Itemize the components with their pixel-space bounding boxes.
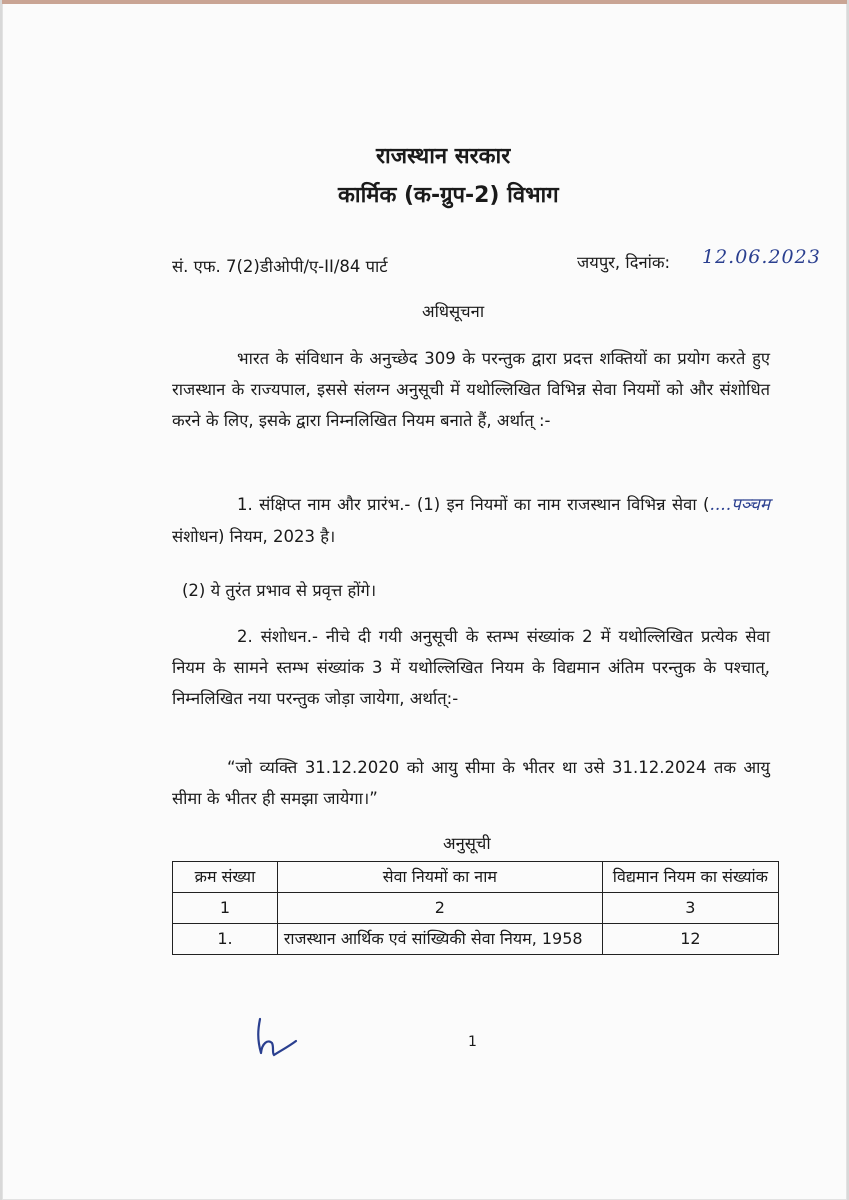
row-service-rule: राजस्थान आर्थिक एवं सांख्यिकी सेवा नियम, 1958 xyxy=(277,924,602,955)
proviso-text: “जो व्यक्ति 31.12.2020 को आयु सीमा के भीतर था उसे 31.12.2024 तक आयु सीमा के भीतर ही समझा जायेगा।” xyxy=(172,758,770,808)
column-number-3: 3 xyxy=(602,893,778,924)
column-number-2: 2 xyxy=(277,893,602,924)
preamble-paragraph: भारत के संविधान के अनुच्छेद 309 के परन्तुक द्वारा प्रदत्त शक्तियों का प्रयोग करते हुए राजस्थान के राज्यपाल, इससे संलग्न अनुसूची में यथोल्लिखित विभिन्न सेवा नियमों को और संशोधित करने के लिए, इसके द्वारा निम्नलिखित नियम बनाते हैं, अर्थात् :- xyxy=(172,349,770,430)
row-rule-number: 12 xyxy=(602,924,778,955)
table-row xyxy=(173,924,779,955)
scan-edge xyxy=(2,0,847,4)
rule1-paragraph xyxy=(172,489,770,552)
row-serial: 1. xyxy=(173,924,278,955)
rule1-text-before: 1. संक्षिप्त नाम और प्रारंभ.- (1) इन नियमों का नाम राजस्थान विभिन्न सेवा ( xyxy=(237,495,710,514)
column-number-1: 1 xyxy=(173,893,278,924)
handwritten-date: 12.06.2023 xyxy=(702,246,821,268)
document-page xyxy=(2,0,847,1200)
rule2-paragraph: 2. संशोधन.- नीचे दी गयी अनुसूची के स्तम्भ संख्यांक 2 में यथोल्लिखित प्रत्येक सेवा नियम के सामने स्तम्भ संख्यांक 3 में यथोल्लिखित नियम के विद्यमान अंतिम परन्तुक के पश्चात्, निम्नलिखित नया परन्तुक जोड़ा जायेगा, अर्थात्:- xyxy=(172,627,770,708)
schedule-table xyxy=(172,861,779,955)
rule1-subclause-2: (2) ये तुरंत प्रभाव से प्रवृत्त होंगे। xyxy=(182,581,377,600)
header-service-rule: सेवा नियमों का नाम xyxy=(277,862,602,893)
handwritten-insert: ....पञ्चम xyxy=(709,495,770,515)
header-serial: क्रम संख्या xyxy=(173,862,278,893)
department-title: कार्मिक (क-ग्रुप-2) विभाग xyxy=(338,183,559,208)
table-column-number-row xyxy=(173,893,779,924)
initials-signature xyxy=(252,1015,302,1060)
table-header-row xyxy=(173,862,779,893)
notification-title: अधिसूचना xyxy=(422,302,485,321)
file-number: सं. एफ. 7(2)डीओपी/ए-II/84 पार्ट xyxy=(172,257,388,276)
place-date-label: जयपुर, दिनांक: xyxy=(577,253,671,272)
page-number: 1 xyxy=(468,1034,477,1050)
government-title: राजस्थान सरकार xyxy=(376,144,511,169)
rule1-text-after: संशोधन) नियम, 2023 है। xyxy=(172,527,336,546)
schedule-title: अनुसूची xyxy=(443,834,491,853)
header-rule-number: विद्यमान नियम का संख्यांक xyxy=(602,862,778,893)
